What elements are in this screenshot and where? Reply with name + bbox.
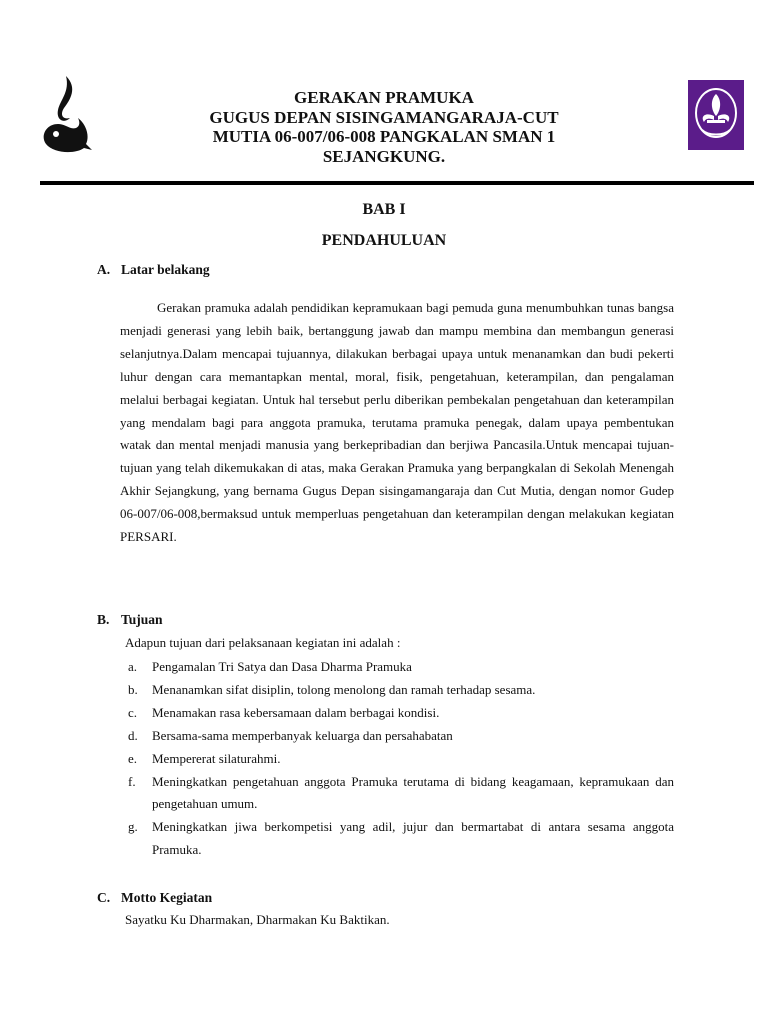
list-item-text: Menamakan rasa kebersamaan dalam berbagai kondisi. — [152, 704, 440, 720]
chapter-title: PENDAHULUAN — [321, 232, 447, 249]
section-c-heading — [97, 890, 212, 906]
chapter-number: BAB I — [362, 201, 406, 218]
objectives-intro: Adapun tujuan dari pelaksanaan kegiatan ini adalah : — [125, 635, 401, 650]
list-item — [128, 725, 674, 748]
header-divider — [40, 181, 754, 185]
list-marker: e. — [128, 750, 138, 766]
background-paragraph: Gerakan pramuka adalah pendidikan kepramukaan bagi pemuda guna menumbuhkan tunas bangsa menjadi generasi yang lebih baik, bertanggung jawab dan mampu membina dan membangun generasi selanjutnya.Dalam mencapai tujuannya, dilakukan berbagai upaya untuk menanamkan dan budi pekerti luhur dengan cara memantapkan mental, moral, fisik, pengetahuan, keterampilan, dan pengalaman melalui berbagai kegiatan. Untuk hal tersebut perlu diberikan pembekalan pengetahuan dan keterampilan yang mendalam bagi para anggota pramuka, terutama pramuka penegak, dalam upaya pembentukan watak dan mental menjadi manusia yang berkepribadian dan berjiwa Pancasila.Untuk mencapai tujuan-tujuan yang telah dikemukakan di atas, maka Gerakan Pramuka yang berpangkalan di Sekolah Menengah Akhir Sejangkung, yang bernama Gugus Depan sisingamangaraja dan Cut Mutia, dengan nomor Gudep 06-007/06-008,bermaksud untuk memperluas pengetahuan dan keterampilan dengan melakukan kegiatan PERSARI. — [120, 300, 674, 545]
section-b-heading — [97, 612, 163, 628]
list-item-text: Meningkatkan jiwa berkompetisi yang adil, jujur dan bermartabat di antara sesama anggota Pramuka. — [152, 819, 674, 858]
list-item-text: Pengamalan Tri Satya dan Dasa Dharma Pramuka — [152, 659, 412, 674]
section-a-letter: A. — [97, 262, 111, 277]
list-marker: a. — [128, 659, 138, 674]
list-item — [128, 771, 674, 817]
list-item-text: Bersama-sama memperbanyak keluarga dan persahabatan — [152, 727, 453, 743]
org-title-line-2: GUGUS DEPAN SISINGAMANGARAJA-CUT — [209, 107, 559, 127]
motto-text: Sayatku Ku Dharmakan, Dharmakan Ku Baktikan. — [125, 912, 390, 927]
letterhead — [0, 0, 768, 190]
section-c-letter: C. — [97, 890, 111, 905]
org-title-line-1: GERAKAN PRAMUKA — [294, 88, 474, 107]
list-item — [128, 702, 674, 725]
list-marker: b. — [128, 681, 138, 697]
section-b-letter: B. — [97, 612, 110, 627]
list-item — [128, 816, 674, 862]
organization-title — [150, 88, 618, 166]
world-scout-emblem-icon — [688, 80, 744, 150]
section-a-title: Latar belakang — [121, 262, 210, 277]
list-item — [128, 748, 674, 771]
list-marker: c. — [128, 704, 138, 720]
list-marker: f. — [128, 773, 136, 789]
list-item-text: Mempererat silaturahmi. — [152, 750, 281, 766]
section-c-title: Motto Kegiatan — [121, 890, 213, 905]
objectives-list — [128, 656, 674, 862]
list-marker: g. — [128, 819, 138, 835]
tunas-kelapa-icon — [40, 74, 94, 154]
list-item-text: Menanamkan sifat disiplin, tolong menolong dan ramah terhadap sesama. — [152, 681, 536, 697]
section-b-title: Tujuan — [121, 612, 163, 627]
list-item-text: Meningkatkan pengetahuan anggota Pramuka terutama di bidang keagamaan, kepramukaan dan pengetahuan umum. — [152, 773, 674, 812]
list-marker: d. — [128, 727, 138, 743]
list-item — [128, 679, 674, 702]
org-title-line-4: SEJANGKUNG. — [322, 146, 446, 166]
list-item — [128, 656, 674, 679]
section-a-heading — [97, 262, 210, 278]
org-title-line-3: MUTIA 06-007/06-008 PANGKALAN SMAN 1 — [212, 127, 556, 146]
